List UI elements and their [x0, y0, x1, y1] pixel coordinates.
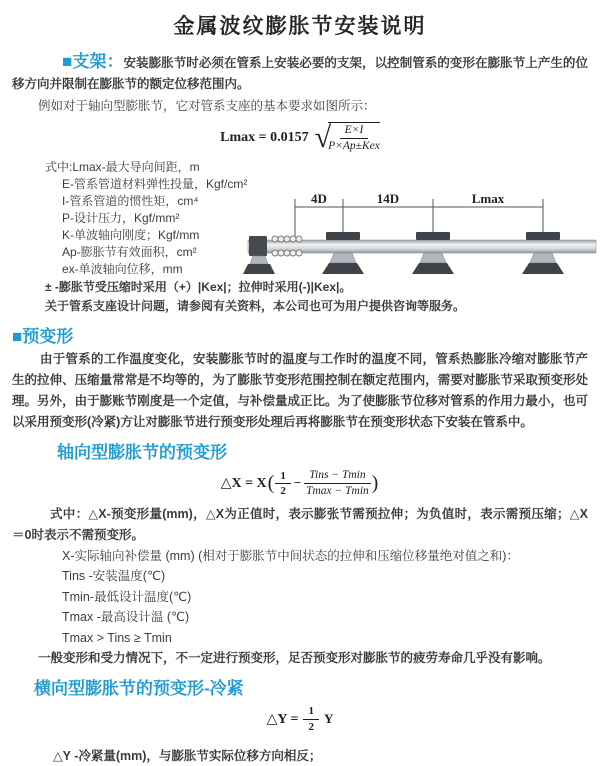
fraction-denominator: Tmax − Tmin	[306, 484, 369, 497]
definition-item: K-单波轴向刚度；Kgf/mm	[62, 227, 200, 242]
fraction-denominator: P×Ap±Kex	[328, 139, 380, 152]
minus-operator: −	[293, 475, 302, 491]
predeform-heading-label: 预变形	[22, 326, 74, 346]
section-marker-icon: ■	[62, 52, 73, 71]
one-half-fraction	[275, 469, 291, 499]
fraction-denominator: 2	[280, 484, 286, 497]
fraction-numerator: 1	[303, 704, 319, 719]
axial-explain-paragraph: 式中：△X-预变形量(mm)，△X为正值时，表示膨张节需预拉伸；为负值时，表示需预压缩；△X＝0时表示不需预变形。	[12, 506, 588, 542]
axial-subsection-heading: 轴向型膨胀节的预变形	[57, 442, 227, 462]
axial-param-line: Tmax > Tins ≥ Tmin	[62, 630, 172, 645]
one-half-fraction	[303, 704, 319, 734]
predeform-section-heading	[12, 322, 588, 347]
fraction-denominator: 2	[308, 720, 314, 733]
definition-item: I-管系管道的惯性矩，cm⁴	[62, 193, 199, 208]
predeform-body-paragraph: 由于管系的工作温度变化，安装膨胀节时的温度与工作时的温度不同，管系热膨胀冷缩对膨胀节产生的拉伸、压缩量常常是不均等的，为了膨胀节变形范围控制在额定范围内，需要对膨胀节采取预变形处理。另外，由于膨账节刚度是一个定值，与补偿量成正比。为了使膨胀节位移对管系的作用力最小，也可以采用预变形(冷紧)方让对膨胀节进行预变形处理后再将膨胀节在预变形状态下安装在管系中。	[12, 351, 588, 429]
support-intro-paragraph	[12, 51, 588, 95]
section-marker-icon: ■	[12, 326, 23, 346]
fraction-numerator: 1	[275, 469, 291, 484]
support-heading-label: 支架：	[72, 52, 124, 71]
close-paren: )	[371, 471, 379, 494]
definition-item: E-管系管道材料弹性投量，Kgf/cm²	[62, 176, 248, 191]
dimension-lines-icon	[295, 199, 543, 237]
pipe-support-diagram	[248, 191, 598, 291]
support-intro-text: 安装膨胀节时必须在管系上安装必要的支架，以控制管系的变形在膨胀节上产生的位移方向并限制在膨胀节的额定位移范围内。	[12, 56, 588, 91]
lateral-formula-lhs: △Y =	[266, 711, 299, 727]
service-note: 关于管系支座设计问题，请参阅有关资料，本公司也可为用户提供咨询等服务。	[45, 298, 466, 313]
axial-param-line: Tmax -最高设计温 (℃)	[62, 610, 190, 625]
axial-param-x: X-实际轴向补偿量 (mm) (相对于膨胀节中间状态的拉伸和压缩位移量绝对值之和)：	[62, 548, 519, 563]
sign-note: ± -膨胀节受压缩时采用（+）|Kex|；拉伸时采用(-)|Kex|。	[45, 279, 352, 294]
lmax-formula	[12, 122, 588, 154]
definition-item: P-设计压力，Kgf/mm²	[62, 210, 180, 225]
axial-param-line: Tins -安装温度(℃)	[62, 569, 166, 584]
dimension-label-4d: 4D	[311, 190, 327, 206]
lmax-formula-lhs: Lmax = 0.0157	[220, 129, 309, 145]
dimension-label-lmax: Lmax	[471, 190, 505, 206]
lateral-formula-rhs: Y	[323, 711, 334, 727]
axial-formula-lhs: △X = X	[220, 475, 267, 491]
definitions-and-diagram	[12, 159, 588, 316]
axial-formula	[12, 468, 588, 499]
fraction-numerator: Tins − Tmin	[304, 468, 370, 484]
support-section-heading	[62, 52, 124, 71]
open-paren: (	[267, 471, 275, 494]
lateral-subsection-heading: 横向型膨胀节的预变形-冷紧	[34, 679, 244, 699]
fraction-numerator: E×I	[340, 123, 369, 139]
temperature-fraction	[304, 468, 370, 499]
axial-note: 一般变形和受力情况下，不一定进行预变形，足否预变形对膨胀节的疲劳寿命几乎没有影响。	[38, 651, 551, 666]
sqrt-icon: √	[314, 120, 332, 154]
dimension-label-14d: 14D	[376, 190, 400, 206]
page-title: 金属波纹膨胀节安装说明	[173, 15, 427, 38]
definitions-lead: 式中:Lmax-最大导向间距，m	[45, 159, 200, 174]
document-page	[0, 10, 600, 763]
lmax-formula-fraction	[328, 122, 380, 154]
lateral-formula	[12, 704, 588, 734]
lateral-note: △Y -冷紧量(mm)，与膨胀节实际位移方向相反；	[53, 748, 322, 763]
support-example-text: 例如对于轴向型膨胀节，它对管系支座的基本要求如图所示：	[38, 99, 376, 113]
axial-param-line: Tmin-最低设计温度(℃)	[62, 589, 192, 604]
definition-item: Ap-膨胀节有效面积，cm²	[62, 244, 197, 259]
definition-item: ex-单波轴向位移，mm	[62, 261, 183, 276]
